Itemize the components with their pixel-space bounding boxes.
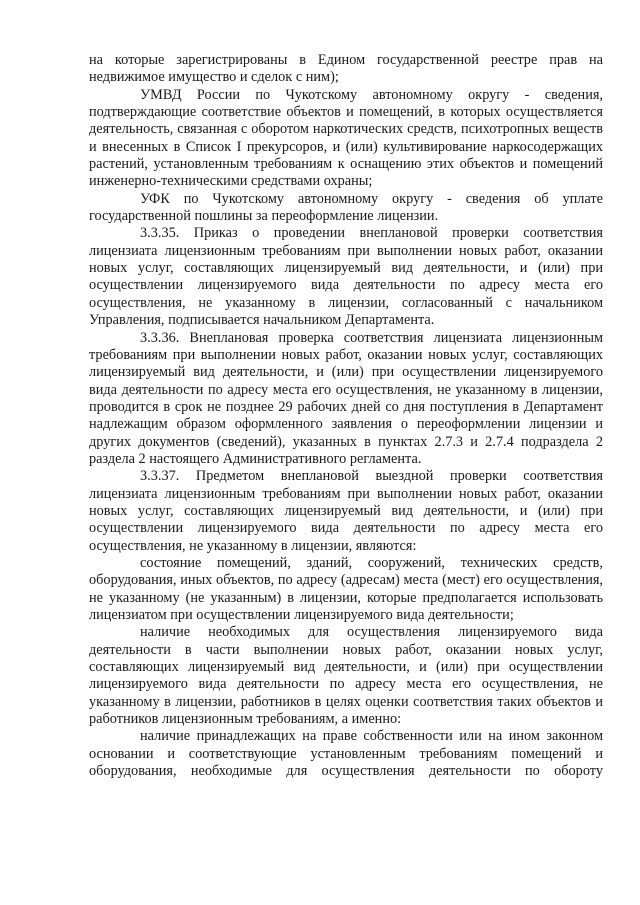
paragraph-ufk: УФК по Чукотскому автономному округу - сведения об уплате государственной пошлины за переоформление лицензии. — [89, 190, 603, 225]
paragraph-3-3-37: 3.3.37. Предметом внеплановой выездной проверки соответствия лицензиата лицензионным требованиям при выполнении новых работ, оказании новых услуг, составляющих лицензируемый вид деятельности, и (или) при осуществлении лицензируемого вида деятельности по адресу места его осуществления, не указанному в лицензии, являются: — [89, 468, 603, 554]
paragraph-continuation: на которые зарегистрированы в Едином государственной реестре прав на недвижимое имущество и сделок с ним); — [89, 52, 603, 86]
paragraph-3-3-35: 3.3.35. Приказ о проведении внеплановой проверки соответствия лицензиата лицензионным требованиям при выполнении новых работ, оказании новых услуг, составляющих лицензируемый вид деятельности, и (или) при осуществлении лицензируемого вида деятельности по адресу места его осуществления, не указанному в лицензии, согласованный с начальником Управления, подписывается начальником Департамента. — [89, 225, 603, 329]
document-page — [89, 52, 603, 780]
paragraph-premises-state: состояние помещений, зданий, сооружений, технических средств, оборудования, иных объектов, по адресу (адресам) места (мест) его осуществления, не указанному (не указанным) в лицензии, которые предполагается использовать лицензиатом при осуществлении лицензируемого вида деятельности; — [89, 554, 603, 623]
paragraph-3-3-36: 3.3.36. Внеплановая проверка соответствия лицензиата лицензионным требованиям при выполнении новых работ, оказании новых услуг, составляющих лицензируемый вид деятельности, и (или) при осуществлении лицензируемого вида деятельности по адресу места его осуществления, не указанному в лицензии, проводится в срок не позднее 29 рабочих дней со дня поступления в Департамент надлежащим образом оформленного заявления о переоформлении лицензии и других документов (сведений), указанных в пунктах 2.7.3 и 2.7.4 подраздела 2 раздела 2 настоящего Административного регламента. — [89, 329, 603, 467]
paragraph-workers: наличие необходимых для осуществления лицензируемого вида деятельности в части выполнении новых работ, оказании новых услуг, составляющих лицензируемый вид деятельности, и (или) при осуществлении лицензируемого вида деятельности по адресу места его осуществления, не указанному в лицензии, работников в целях оценки соответствия таких объектов и работников лицензионным требованиям, а именно: — [89, 624, 603, 728]
paragraph-ownership: наличие принадлежащих на праве собственности или на ином законном основании и соответствующие установленным требованиям помещений и оборудования, необходимые для осуществления деятельности по обороту — [89, 728, 603, 780]
paragraph-umvd: УМВД России по Чукотскому автономному округу - сведения, подтверждающие соответствие объектов и помещений, в которых осуществляется деятельность, связанная с оборотом наркотических средств, психотропных веществ и внесенных в Список I прекурсоров, и (или) культивирование наркосодержащих растений, установленным требованиям к оснащению этих объектов и помещений инженерно-техническими средствами охраны; — [89, 86, 603, 190]
